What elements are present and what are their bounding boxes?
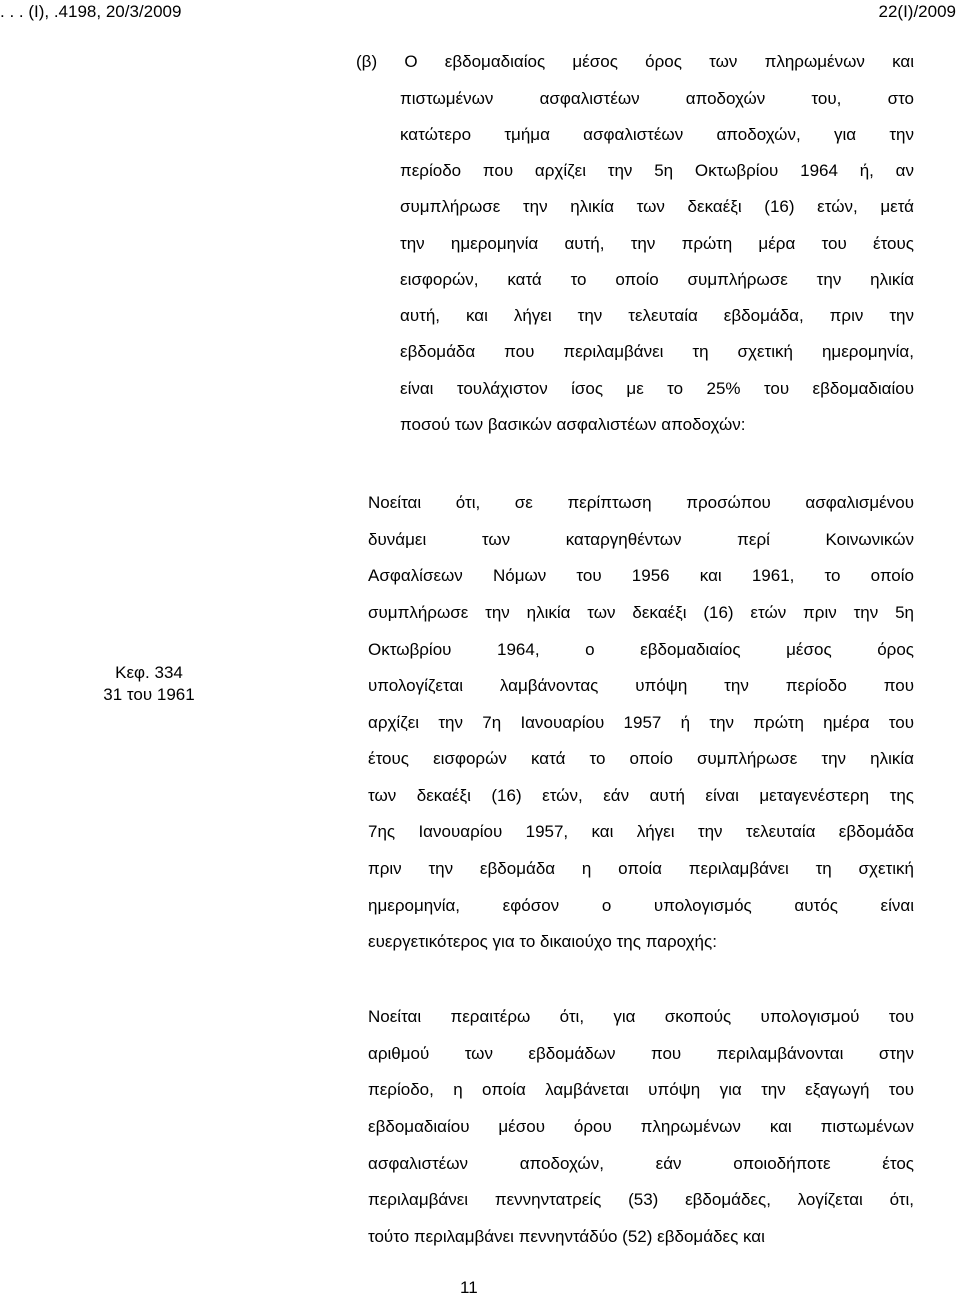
paragraph-line: περίοδο, η οποία λαμβάνεται υπόψη για την εξαγωγή του [368,1080,914,1099]
margin-note-chapter: Κεφ. 334 [115,663,183,682]
paragraph-line: αρχίζει την 7η Ιανουαρίου 1957 ή την πρώτη ημέρα του [368,713,914,732]
paragraph-line: (β) Ο εβδομαδιαίος μέσος όρος των πληρωμένων και [356,52,914,71]
paragraph-line: Νοείται ότι, σε περίπτωση προσώπου ασφαλισμένου [368,493,914,512]
paragraph-line: ασφαλιστέων αποδοχών, εάν οποιοδήποτε έτος [368,1154,914,1173]
paragraph-line: αυτή, και λήγει την τελευταία εβδομάδα, πριν την [400,306,914,325]
page-number: 11 [460,1278,478,1297]
paragraph-line: κατώτερο τμήμα ασφαλιστέων αποδοχών, για την [400,125,914,144]
paragraph-line: Οκτωβρίου 1964, ο εβδομαδιαίος μέσος όρος [368,640,914,659]
paragraph-line: περιλαμβάνει πεννηντατρείς (53) εβδομάδες, λογίζεται ότι, [368,1190,914,1209]
paragraph-line: έτους εισφορών κατά το οποίο συμπλήρωσε την ηλικία [368,749,914,768]
margin-note-law: 31 του 1961 [103,685,195,704]
paragraph-line: υπολογίζεται λαμβάνοντας υπόψη την περίοδο που [368,676,914,695]
paragraph-line: συμπλήρωσε την ηλικία των δεκαέξι (16) ετών, μετά [400,197,914,216]
paragraph-line: ευεργετικότερος για το δικαιούχο της παροχής: [368,932,717,951]
paragraph-line: δυνάμει των καταργηθέντων περί Κοινωνικών [368,530,914,549]
paragraph-line: 7ης Ιανουαρίου 1957, και λήγει την τελευταία εβδομάδα [368,822,914,841]
paragraph-line: Νοείται περαιτέρω ότι, για σκοπούς υπολογισμού του [368,1007,914,1026]
paragraph-line: είναι τουλάχιστον ίσος με το 25% του εβδομαδιαίου [400,379,914,398]
paragraph-line: τούτο περιλαμβάνει πεννηντάδύο (52) εβδομάδες και [368,1227,765,1246]
header-gazette-reference: . . . (Ι), .4198, 20/3/2009 [0,2,182,21]
paragraph-line: πριν την εβδομάδα η οποία περιλαμβάνει τη σχετική [368,859,914,878]
paragraph-line: την ημερομηνία αυτή, την πρώτη μέρα του έτους [400,234,914,253]
paragraph-line: ποσού των βασικών ασφαλιστέων αποδοχών: [400,415,746,434]
paragraph-line: των δεκαέξι (16) ετών, εάν αυτή είναι μεταγενέστερη της [368,786,914,805]
paragraph-line: αριθμού των εβδομάδων που περιλαμβάνονται στην [368,1044,914,1063]
paragraph-line: εβδομαδιαίου μέσου όρου πληρωμένων και πιστωμένων [368,1117,914,1136]
page-header [0,2,960,26]
paragraph-line: Ασφαλίσεων Νόμων του 1956 και 1961, το οποίο [368,566,914,585]
paragraph-line: πιστωμένων ασφαλιστέων αποδοχών του, στο [400,89,914,108]
paragraph-line: συμπλήρωσε την ηλικία των δεκαέξι (16) ετών πριν την 5η [368,603,914,622]
paragraph-line: ημερομηνία, εφόσον ο υπολογισμός αυτός είναι [368,896,914,915]
paragraph-line: περίοδο που αρχίζει την 5η Οκτωβρίου 1964 ή, αν [400,161,914,180]
paragraph-line: εισφορών, κατά το οποίο συμπλήρωσε την ηλικία [400,270,914,289]
margin-note [84,662,214,706]
header-law-number: 22(Ι)/2009 [878,2,956,21]
paragraph-line: εβδομάδα που περιλαμβάνει τη σχετική ημερομηνία, [400,342,914,361]
